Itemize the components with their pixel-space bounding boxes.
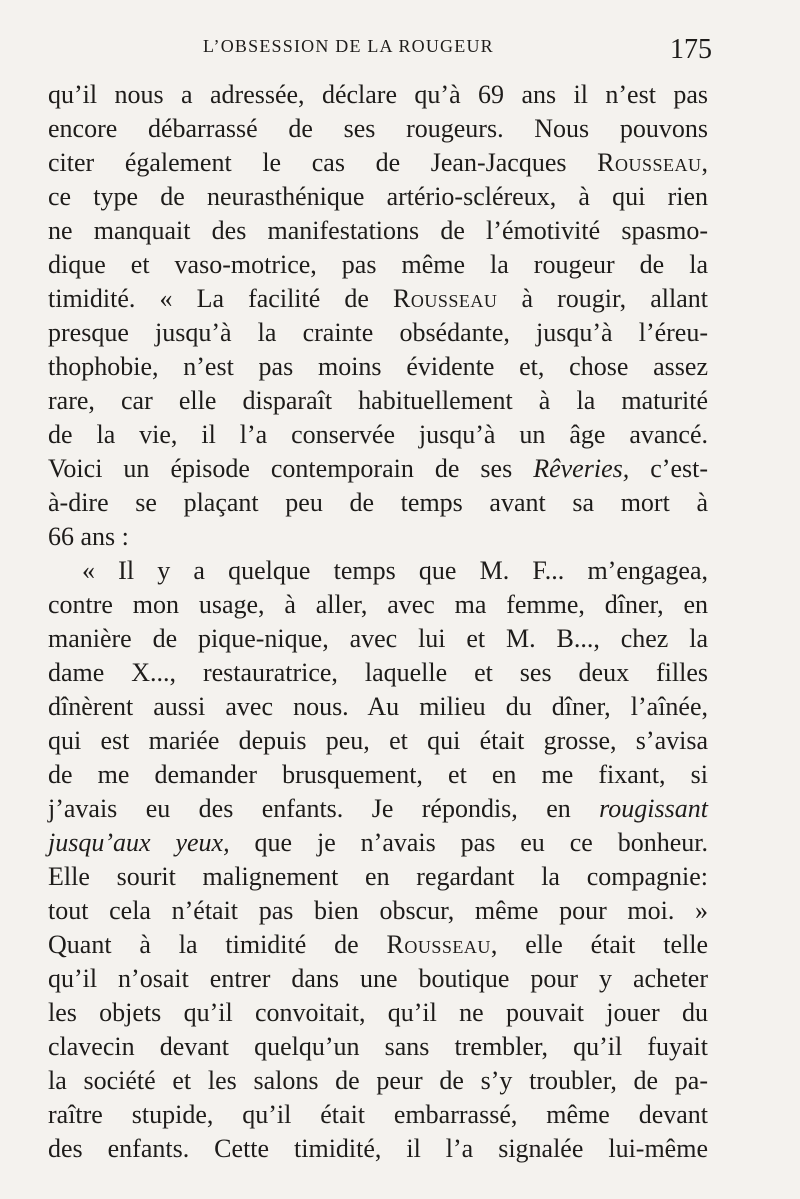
text-run: que je n’avais pas eu ce bonheur. <box>229 828 708 857</box>
text-line: manière de pique-nique, avec lui et M. B..., chez la <box>48 624 708 653</box>
text-line: raître stupide, qu’il était embarrassé, même devant <box>48 1100 708 1129</box>
text-line: des enfants. Cette timidité, il l’a signalée lui-même <box>48 1134 708 1163</box>
text-line <box>48 146 708 180</box>
text-line <box>48 826 708 860</box>
text-line: encore débarrassé de ses rougeurs. Nous pouvons <box>48 114 708 143</box>
author-name-smallcaps: Rousseau <box>597 148 702 177</box>
text-line: ce type de neurasthénique artério-scléreux, à qui rien <box>48 182 708 211</box>
text-line: rare, car elle disparaît habituellement à la maturité <box>48 386 708 415</box>
text-line <box>48 792 708 826</box>
text-line: presque jusqu’à la crainte obsédante, jusqu’à l’éreu- <box>48 318 708 347</box>
text-run: c’est- <box>629 454 708 483</box>
text-line: de me demander brusquement, et en me fixant, si <box>48 760 708 789</box>
author-name-smallcaps: Rousseau <box>393 284 498 313</box>
text-line: la société et les salons de peur de s’y troubler, de pa- <box>48 1066 708 1095</box>
text-run: , elle était telle <box>490 930 709 959</box>
text-run: j’avais eu des enfants. Je répondis, en <box>48 794 600 823</box>
text-run: citer également le cas de Jean-Jacques <box>48 148 598 177</box>
running-title: L’OBSESSION DE LA ROUGEUR <box>203 36 494 56</box>
text-line: Elle sourit malignement en regardant la compagnie: <box>48 862 708 891</box>
text-line <box>48 928 708 962</box>
text-line: dame X..., restauratrice, laquelle et ses deux filles <box>48 658 708 687</box>
page-number: 175 <box>670 34 712 65</box>
text-line: thophobie, n’est pas moins évidente et, chose assez <box>48 352 708 381</box>
text-line <box>48 282 708 316</box>
italic-title: Rêveries, <box>533 454 630 483</box>
text-line: qui est mariée depuis peu, et qui était grosse, s’avisa <box>48 726 708 755</box>
text-line: contre mon usage, à aller, avec ma femme, dîner, en <box>48 590 708 619</box>
italic-phrase: rougissant <box>599 794 708 823</box>
text-line: dique et vaso-motrice, pas même la rougeur de la <box>48 250 708 279</box>
text-line <box>48 452 708 486</box>
text-line: les objets qu’il convoitait, qu’il ne pouvait jouer du <box>48 998 708 1027</box>
text-line: clavecin devant quelqu’un sans trembler, qu’il fuyait <box>48 1032 708 1061</box>
body-text <box>48 78 708 1166</box>
author-name-smallcaps: Rousseau <box>386 930 491 959</box>
text-line: tout cela n’était pas bien obscur, même pour moi. » <box>48 896 708 925</box>
text-run: , <box>701 148 708 177</box>
text-line: 66 ans : <box>48 522 129 551</box>
text-line: qu’il n’osait entrer dans une boutique pour y acheter <box>48 964 708 993</box>
text-line: ne manquait des manifestations de l’émotivité spasmo- <box>48 216 708 245</box>
text-run: timidité. « La facilité de <box>48 284 394 313</box>
text-line: qu’il nous a adressée, déclare qu’à 69 ans il n’est pas <box>48 80 708 109</box>
text-line: à-dire se plaçant peu de temps avant sa mort à <box>48 488 708 517</box>
italic-phrase: jusqu’aux yeux, <box>48 828 230 857</box>
text-run: à rougir, allant <box>497 284 708 313</box>
text-line: « Il y a quelque temps que M. F... m’engagea, <box>82 556 708 585</box>
text-line: dînèrent aussi avec nous. Au milieu du dîner, l’aînée, <box>48 692 708 721</box>
text-line: de la vie, il l’a conservée jusqu’à un âge avancé. <box>48 420 708 449</box>
running-head <box>48 34 712 68</box>
text-run: Voici un épisode contemporain de ses <box>48 454 534 483</box>
text-run: Quant à la timidité de <box>48 930 387 959</box>
